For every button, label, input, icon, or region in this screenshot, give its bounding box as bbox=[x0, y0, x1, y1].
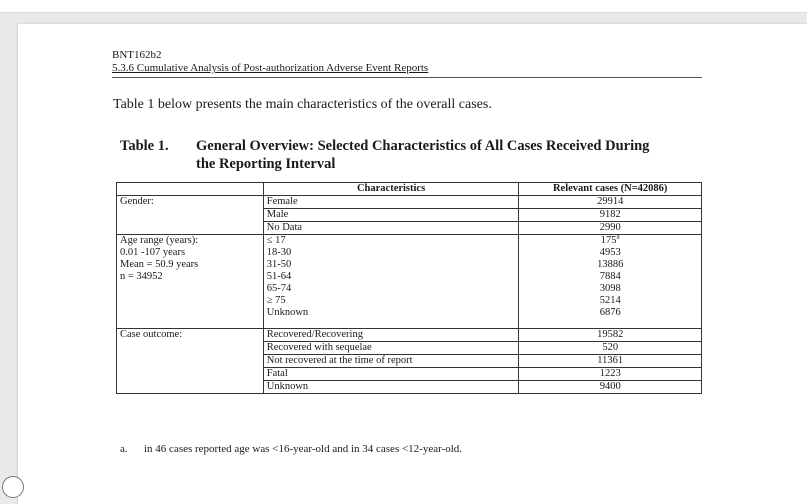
outcome-value: 9400 bbox=[519, 381, 702, 394]
age-label-line: 0.01 -107 years bbox=[120, 247, 186, 258]
outcome-name: Recovered with sequelae bbox=[263, 342, 519, 355]
table-title-line2: the Reporting Interval bbox=[196, 156, 336, 172]
age-group-value: 13886 bbox=[519, 259, 702, 271]
footnote-marker: a bbox=[616, 232, 620, 241]
running-header bbox=[112, 49, 700, 75]
spacer-cell bbox=[519, 319, 702, 329]
outcome-name: Fatal bbox=[263, 368, 519, 381]
annotation-icon[interactable] bbox=[2, 476, 24, 498]
table-title-line1: General Overview: Selected Characteristics of All Cases Received During bbox=[196, 138, 650, 154]
age-group-name: 18-30 bbox=[263, 247, 519, 259]
age-group-name: ≤ 17 bbox=[263, 235, 519, 248]
age-label-line: Mean = 50.9 years bbox=[120, 259, 199, 270]
outcome-name: Unknown bbox=[263, 381, 519, 394]
age-group-value: 7884 bbox=[519, 271, 702, 283]
previous-page-edge bbox=[0, 0, 807, 13]
gender-name: Female bbox=[263, 196, 519, 209]
gender-value: 29914 bbox=[519, 196, 702, 209]
age-label-line: Age range (years): bbox=[120, 235, 199, 246]
outcome-value: 19582 bbox=[519, 329, 702, 342]
outcome-name: Recovered/Recovering bbox=[263, 329, 519, 342]
header-characteristics: Characteristics bbox=[263, 183, 519, 196]
age-group-value: 3098 bbox=[519, 283, 702, 295]
characteristics-table bbox=[116, 182, 702, 394]
gender-name: Male bbox=[263, 209, 519, 222]
outcome-label: Case outcome: bbox=[117, 329, 264, 394]
gender-name: No Data bbox=[263, 222, 519, 235]
age-label bbox=[117, 235, 264, 320]
age-value: 175 bbox=[600, 235, 617, 246]
header-rule bbox=[112, 77, 702, 78]
age-label-line: n = 34952 bbox=[120, 271, 163, 282]
age-group-name: 51-64 bbox=[263, 271, 519, 283]
outcome-value: 11361 bbox=[519, 355, 702, 368]
age-group-name: 31-50 bbox=[263, 259, 519, 271]
outcome-value: 1223 bbox=[519, 368, 702, 381]
intro-paragraph: Table 1 below presents the main characteristics of the overall cases. bbox=[113, 97, 492, 112]
table-number: Table 1. bbox=[120, 138, 169, 154]
outcome-name: Not recovered at the time of report bbox=[263, 355, 519, 368]
age-group-name: Unknown bbox=[263, 307, 519, 319]
footnote-mark: a. bbox=[120, 443, 128, 455]
age-group-value: 4953 bbox=[519, 247, 702, 259]
table-footnote bbox=[116, 443, 462, 455]
age-group-name: ≥ 75 bbox=[263, 295, 519, 307]
section-title: 5.3.6 Cumulative Analysis of Post-authorization Adverse Event Reports bbox=[112, 62, 429, 74]
spacer-cell bbox=[263, 319, 519, 329]
outcome-value: 520 bbox=[519, 342, 702, 355]
age-group-value bbox=[519, 232, 702, 248]
gender-value: 9182 bbox=[519, 209, 702, 222]
document-id: BNT162b2 bbox=[112, 49, 162, 61]
age-group-name: 65-74 bbox=[263, 283, 519, 295]
gender-label: Gender: bbox=[117, 196, 264, 235]
header-relevant-cases: Relevant cases (N=42086) bbox=[519, 183, 702, 196]
table-caption bbox=[120, 137, 720, 173]
footnote-text: in 46 cases reported age was <16-year-old and in 34 cases <12-year-old. bbox=[144, 443, 463, 455]
spacer-cell bbox=[117, 319, 264, 329]
age-group-value: 6876 bbox=[519, 307, 702, 319]
gender-value: 2990 bbox=[519, 222, 702, 235]
age-group-value: 5214 bbox=[519, 295, 702, 307]
header-empty-cell bbox=[117, 183, 264, 196]
